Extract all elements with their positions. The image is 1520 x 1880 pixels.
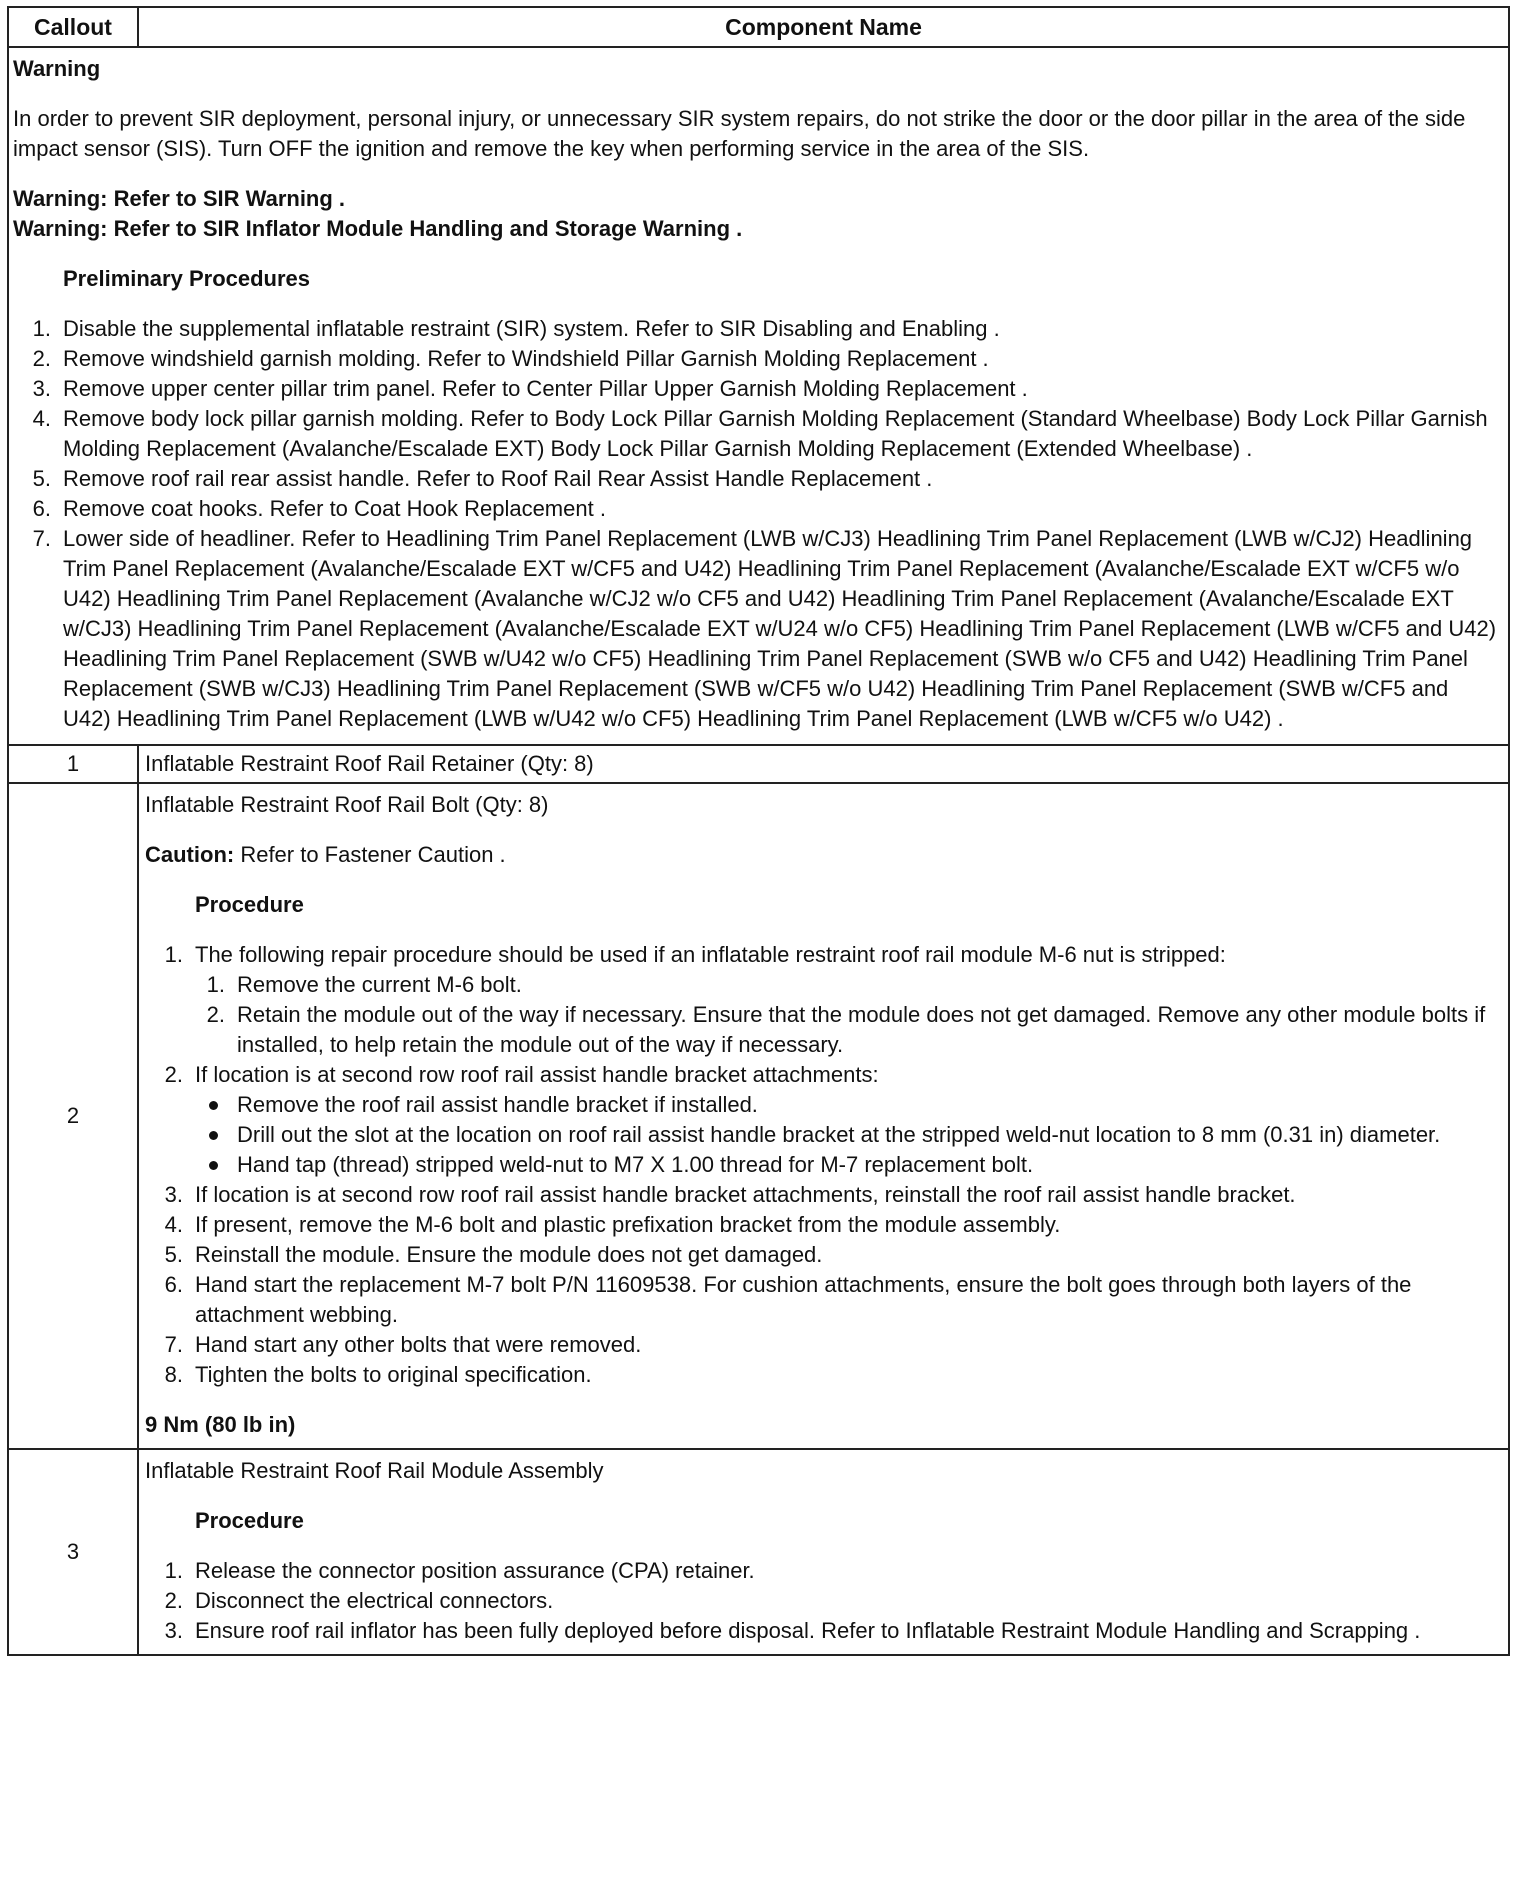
list-item: 6. Hand start the replacement M-7 bolt P/N 11609538. For cushion attachments, ensure the bolt goes through both layers of the attachment webbing. <box>164 1272 1412 1327</box>
preliminary-steps-list <box>13 314 1500 734</box>
component-table <box>7 6 1510 1656</box>
list-item: 3. Remove upper center pillar trim panel. Refer to Center Pillar Upper Garnish Molding Replacement . <box>32 376 1028 401</box>
list-item: 5. Reinstall the module. Ensure the module does not get damaged. <box>164 1242 823 1267</box>
component-name-text: Inflatable Restraint Roof Rail Module Assembly <box>145 1458 604 1483</box>
bullet-icon <box>209 1161 218 1170</box>
list-item: 1. The following repair procedure should be used if an inflatable restraint roof rail module M-6 nut is stripped: 1. Remove the current M-6 bolt. 2. Retain the module out of the way if necessary. Ensure that the module does not get damaged. Remove any other module bolts if installed, to help retain the module out of the way if necessary. <box>145 940 1502 1060</box>
bullet-icon <box>209 1101 218 1110</box>
bullet-icon <box>209 1131 218 1140</box>
list-item: 1. Release the connector position assurance (CPA) retainer. <box>164 1558 755 1583</box>
callout-number: 2 <box>8 783 138 1449</box>
procedure-title: Procedure <box>195 892 304 917</box>
callout-number: 1 <box>8 745 138 783</box>
list-item: 1. Disable the supplemental inflatable restraint (SIR) system. Refer to SIR Disabling and Enabling . <box>32 316 1000 341</box>
list-item: Remove the roof rail assist handle bracket if installed. <box>187 1090 1502 1120</box>
procedure-steps-list <box>145 1556 1502 1646</box>
list-item: 2. Disconnect the electrical connectors. <box>164 1588 554 1613</box>
list-item: 1. Remove the current M-6 bolt. <box>206 972 522 997</box>
component-name-text: Inflatable Restraint Roof Rail Bolt (Qty: 8) <box>145 792 549 817</box>
table-header-row <box>8 7 1509 47</box>
list-item: 2. Retain the module out of the way if necessary. Ensure that the module does not get damaged. Remove any other module bolts if installed, to help retain the module out of the way if necessary. <box>206 1002 1486 1057</box>
caution-label: Caution: <box>145 842 235 867</box>
procedure-steps-list <box>145 940 1502 1390</box>
torque-spec: 9 Nm (80 lb in) <box>145 1412 296 1437</box>
component-name-text: Inflatable Restraint Roof Rail Retainer (Qty: 8) <box>145 751 594 776</box>
list-item: 4. If present, remove the M-6 bolt and plastic prefixation bracket from the module assembly. <box>164 1212 1061 1237</box>
list-item: 5. Remove roof rail rear assist handle. Refer to Roof Rail Rear Assist Handle Replacement . <box>32 466 933 491</box>
list-item: 3. If location is at second row roof rail assist handle bracket attachments, reinstall the roof rail assist handle bracket. <box>164 1182 1296 1207</box>
warning-reference-sir: Warning: Refer to SIR Warning . <box>13 186 346 211</box>
sub-steps-list <box>187 970 1502 1060</box>
list-item: 3. Ensure roof rail inflator has been fully deployed before disposal. Refer to Inflatable Restraint Module Handling and Scrapping . <box>164 1618 1421 1643</box>
callout-header: Callout <box>8 7 138 47</box>
component-detail <box>138 1449 1509 1655</box>
list-item: Hand tap (thread) stripped weld-nut to M7 X 1.00 thread for M-7 replacement bolt. <box>187 1150 1502 1180</box>
list-item: 2. Remove windshield garnish molding. Refer to Windshield Pillar Garnish Molding Replacement . <box>32 346 989 371</box>
list-item: 2. If location is at second row roof rail assist handle bracket attachments: Remove the roof rail assist handle bracket if installed. Drill out the slot at the location on roof rail assist handle bracket at the stripped weld-nut location to 8 mm (0.31 in) diameter. Hand tap (thread) stripped weld-nut to M7 X 1.00 thread for M-7 replacement bolt. <box>145 1060 1502 1180</box>
table-row <box>8 1449 1509 1655</box>
list-item: 8. Tighten the bolts to original specification. <box>164 1362 592 1387</box>
table-row <box>8 745 1509 783</box>
table-row <box>8 783 1509 1449</box>
preliminary-procedures-title: Preliminary Procedures <box>63 266 311 291</box>
warning-text: In order to prevent SIR deployment, personal injury, or unnecessary SIR system repairs, do not strike the door or the door pillar in the area of the side impact sensor (SIS). Turn OFF the ignition and remove the key when performing service in the area of the SIS. <box>13 106 1466 161</box>
list-item: Drill out the slot at the location on roof rail assist handle bracket at the stripped weld-nut location to 8 mm (0.31 in) diameter. <box>187 1120 1502 1150</box>
list-item: 6. Remove coat hooks. Refer to Coat Hook Replacement . <box>32 496 606 521</box>
callout-number: 3 <box>8 1449 138 1655</box>
component-name <box>138 745 1509 783</box>
bullet-list <box>187 1090 1502 1180</box>
warning-reference-inflator: Warning: Refer to SIR Inflator Module Handling and Storage Warning . <box>13 216 743 241</box>
warning-title: Warning <box>13 56 101 81</box>
component-name-header: Component Name <box>138 7 1509 47</box>
intro-row <box>8 47 1509 745</box>
caution-text: Refer to Fastener Caution . <box>234 842 506 867</box>
intro-cell <box>8 47 1509 745</box>
caution-line <box>145 840 1502 870</box>
list-item: 7. Lower side of headliner. Refer to Headlining Trim Panel Replacement (LWB w/CJ3) Headlining Trim Panel Replacement (LWB w/CJ2) Headlining Trim Panel Replacement (Avalanche/Escalade EXT w/CF5 and U42) Headlining Trim Panel Replacement (Avalanche/Escalade EXT w/CF5 w/o U42) Headlining Trim Panel Replacement (Avalanche w/CJ2 w/o CF5 and U42) Headlining Trim Panel Replacement (Avalanche/Escalade EXT w/CJ3) Headlining Trim Panel Replacement (Avalanche/Escalade EXT w/U24 w/o CF5) Headlining Trim Panel Replacement (LWB w/CF5 and U42) Headlining Trim Panel Replacement (SWB w/U42 w/o CF5) Headlining Trim Panel Replacement (SWB w/o CF5 and U42) Headlining Trim Panel Replacement (SWB w/CJ3) Headlining Trim Panel Replacement (SWB w/CF5 w/o U42) Headlining Trim Panel Replacement (SWB w/CF5 and U42) Headlining Trim Panel Replacement (LWB w/U42 w/o CF5) Headlining Trim Panel Replacement (LWB w/CF5 w/o U42) . <box>32 526 1497 731</box>
list-item: 4. Remove body lock pillar garnish molding. Refer to Body Lock Pillar Garnish Molding Replacement (Standard Wheelbase) Body Lock Pillar Garnish Molding Replacement (Avalanche/Escalade EXT) Body Lock Pillar Garnish Molding Replacement (Extended Wheelbase) . <box>32 406 1488 461</box>
procedure-title: Procedure <box>195 1508 304 1533</box>
list-item: 7. Hand start any other bolts that were removed. <box>164 1332 642 1357</box>
component-detail <box>138 783 1509 1449</box>
